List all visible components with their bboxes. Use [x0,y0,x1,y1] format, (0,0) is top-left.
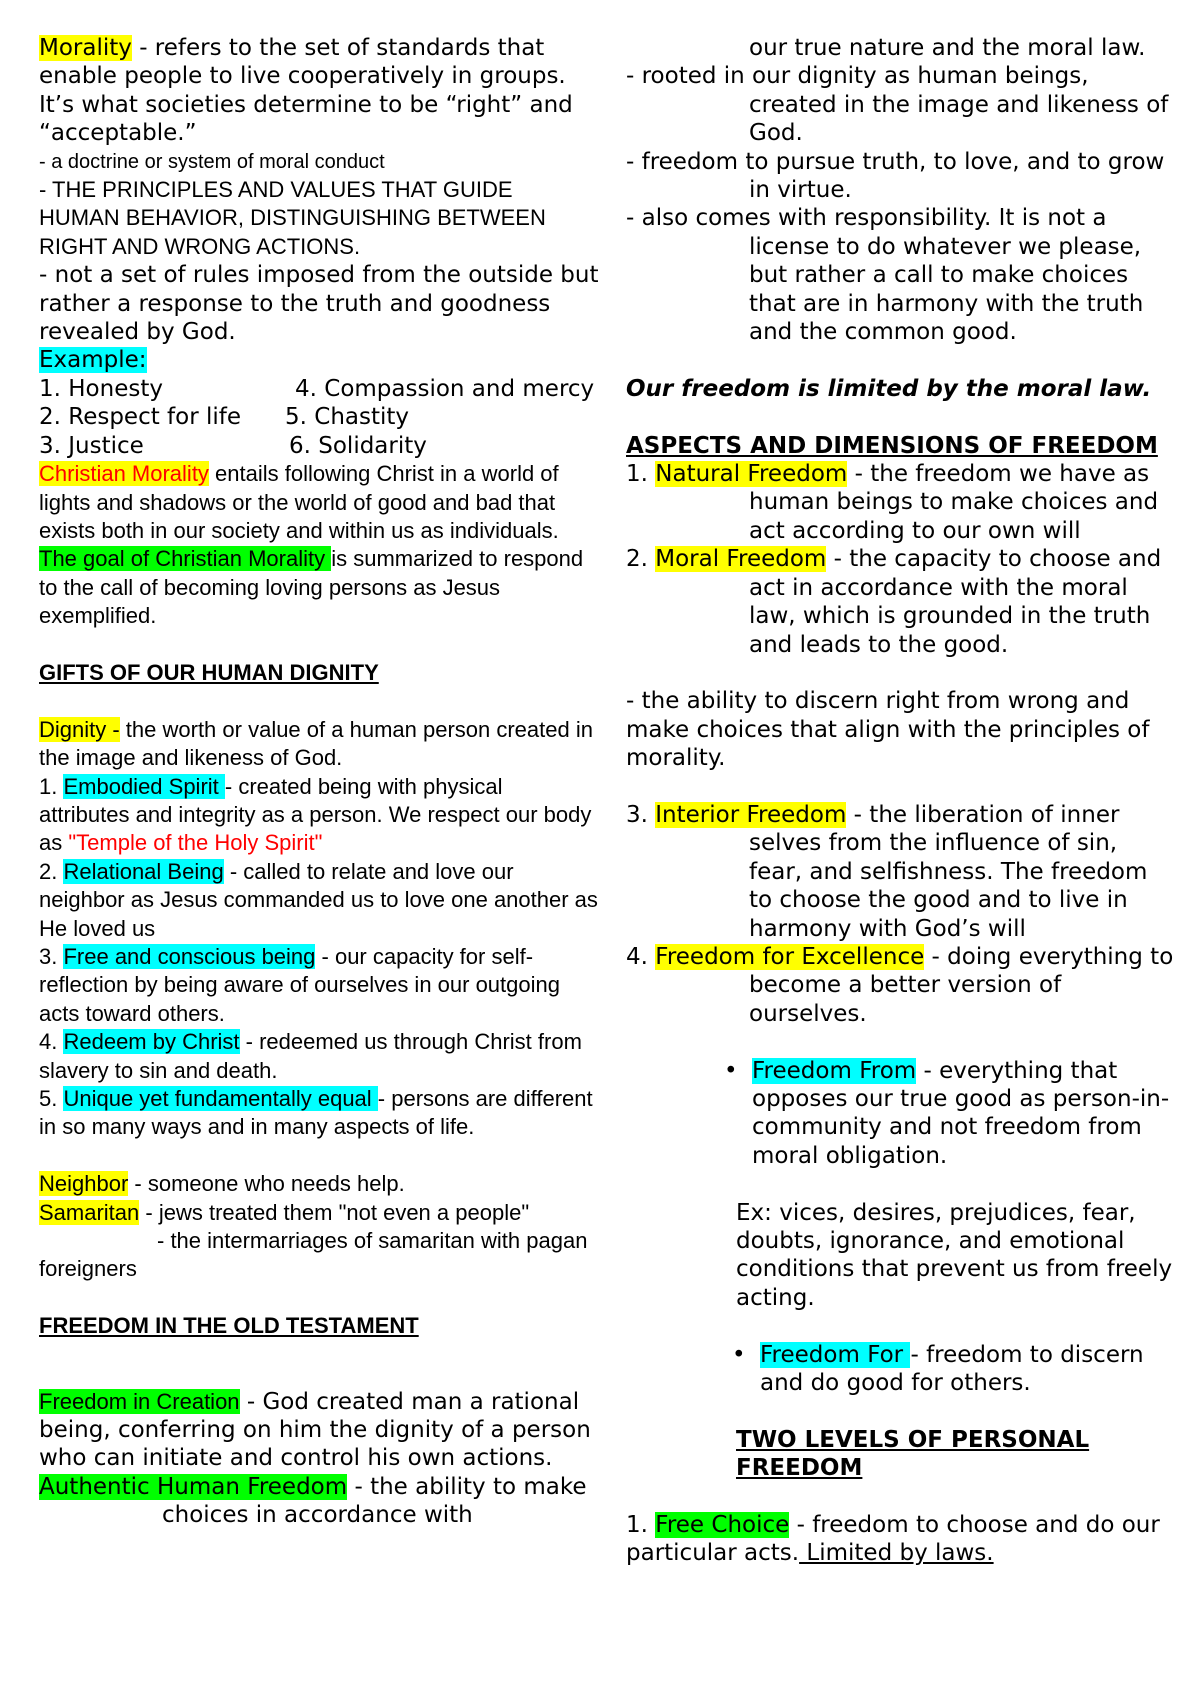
aspect-item-1 [626,460,1176,545]
freedom-from-text [752,1057,1176,1171]
two-levels-heading: TWO LEVELS OF PERSONAL FREEDOM [736,1426,1090,1482]
morality-term: Morality [39,35,132,61]
gift-number: 5. [39,1086,64,1111]
example-vices-line: Ex: vices, desires, prejudices, fear, doubts, ignorance, and emotional conditions that prevent us from freely acting. [736,1199,1173,1311]
bullet-icon: • [732,1341,746,1368]
example-item: 2. Respect for life [39,404,242,431]
creation-term: Freedom in Creation [39,1388,240,1414]
authentic-term: Authentic Human Freedom [39,1473,348,1500]
gift-number: 1. [39,773,64,799]
discern-line: - the ability to discern right from wrong and make choices that align with the principles of morality. [626,688,1150,772]
gift-number: 2. [39,858,64,884]
gift-term: Free and conscious being [63,943,316,969]
free-choice-limit: Limited by laws. [799,1540,994,1567]
creation-paragraph [39,1388,599,1473]
bullet-icon: • [724,1057,738,1084]
aspect-term: Interior Freedom [655,801,847,828]
aspect-definition: - the liberation of inner selves from the influence of sin, fear, and selfishness. The freedom to choose the good and to live in harmony with God’s will [749,801,1148,942]
gift-definition: - persons are different in so many ways and in many aspects of life. [39,1086,593,1140]
example-label: Example: [39,347,147,374]
gift-item-4 [39,1028,599,1085]
gift-number: 4. [39,1029,64,1055]
example-label-line [39,346,599,374]
gift-term: Redeem by Christ [63,1029,240,1055]
samaritan-term: Samaritan [39,1199,140,1225]
gifts-heading: GIFTS OF OUR HUMAN DIGNITY [39,659,379,685]
aspect-definition: - the capacity to choose and act in accordance with the moral law, which is grounded in the truth and leads to the good. [749,546,1162,658]
freedom-from-term: Freedom From [752,1057,917,1084]
gift-term: Embodied Spirit [63,773,225,799]
free-choice-number: 1. [626,1511,656,1538]
gift-quote: "Temple of the Holy Spirit" [68,830,323,856]
example-row-3 [39,432,599,460]
old-testament-heading: FREEDOM IN THE OLD TESTAMENT [39,1313,419,1339]
goal-term: The goal of Christian Morality [39,546,332,572]
aspect-number: 4. [626,943,656,970]
freedom-from-definition: - everything that opposes our true good as person-in-community and not freedom from moral obligation. [752,1057,1170,1169]
goal-definition: is summarized to respond to the call of becoming loving persons as Jesus exemplified. [39,546,584,629]
gift-item-3 [39,943,599,1028]
right-column [626,34,1176,1568]
example-item: 6. Solidarity [289,432,427,459]
christian-morality-paragraph [39,460,599,545]
morality-definition: - refers to the set of standards that enable people to live cooperatively in groups. It’s what societies determine to be “right” and “acceptable.” [39,35,573,147]
gift-definition: - created being with physical attributes and integrity as a person. We respect our body as [39,773,592,856]
dignity-definition: the worth or value of a human person created in the image and likeness of God. [39,716,593,771]
example-row-2 [39,403,599,431]
authentic-definition: - the ability to make choices in accordance with [162,1473,587,1529]
left-column [39,34,599,1530]
samaritan-line [39,1199,599,1227]
aspect-term: Freedom for Excellence [655,943,925,970]
dignity-paragraph [39,716,599,773]
aspect-number: 1. [626,461,656,488]
freedom-for-text [760,1341,1176,1398]
neighbor-term: Neighbor [39,1171,129,1197]
freedom-for-bullet [732,1341,1176,1398]
aspect-term: Natural Freedom [655,461,848,488]
aspect-item-2 [626,545,1176,659]
example-item: 4. Compassion and mercy [295,375,595,402]
christian-morality-definition: entails following Christ in a world of lights and shadows or the world of good and bad that exists both in our society and within us as individuals. [39,461,559,543]
gift-item-1 [39,773,599,858]
principles-line: - THE PRINCIPLES AND VALUES THAT GUIDE HUMAN BEHAVIOR, DISTINGUISHING BETWEEN RIGHT AND WRONG ACTIONS. [39,177,546,259]
morality-paragraph [39,34,599,148]
samaritan-definition-2: - the intermarriages of samaritan with pagan foreigners [39,1228,588,1282]
freedom-from-bullet [724,1057,1176,1171]
aspect-number: 2. [626,546,656,573]
aspect-item-3 [626,801,1176,943]
christian-morality-term: Christian Morality [39,461,209,487]
samaritan-definition: - jews treated them "not even a people" [139,1199,530,1225]
aspect-definition: - the freedom we have as human beings to make choices and act according to our own will [749,461,1159,544]
doctrine-line: - a doctrine or system of moral conduct [39,150,385,173]
gift-number: 3. [39,943,64,969]
aspect-item-4 [626,943,1176,1028]
aspect-number: 3. [626,801,656,828]
example-item: 5. Chastity [285,404,410,431]
responsibility-line: - also comes with responsibility. It is not a license to do whatever we please, but rather a call to make choices that are in harmony with the truth and the common good. [626,205,1144,346]
free-choice-line [626,1511,1176,1568]
goal-paragraph [39,545,599,630]
pursue-line: - freedom to pursue truth, to love, and to grow in virtue. [626,148,1165,204]
example-item: 3. Justice [39,432,144,459]
gift-definition: - redeemed us through Christ from slavery to sin and death. [39,1029,582,1083]
continuation-line: our true nature and the moral law. [749,35,1146,61]
gift-definition: - called to relate and love our neighbor as Jesus commanded us to love one another as He loved us [39,858,598,941]
samaritan-line-2 [39,1227,599,1284]
dignity-rooted-line: - rooted in our dignity as human beings, created in the image and likeness of God. [626,63,1169,147]
aspect-term: Moral Freedom [655,546,827,573]
limited-by-law-line: Our freedom is limited by the moral law. [626,375,1152,402]
neighbor-line [39,1170,599,1198]
free-choice-term: Free Choice [655,1511,790,1538]
gift-term: Relational Being [63,858,224,884]
not-rules-line: - not a set of rules imposed from the outside but rather a response to the truth and goodness revealed by God. [39,262,599,346]
aspect-definition: - doing everything to become a better version of ourselves. [749,943,1174,1027]
gift-term: Unique yet fundamentally equal [63,1086,378,1111]
gift-item-2 [39,858,599,943]
dignity-term: Dignity - [39,716,120,742]
freedom-for-term: Freedom For [760,1341,911,1368]
example-item: 1. Honesty [39,375,163,402]
authentic-paragraph [39,1473,599,1530]
freedom-for-definition: - freedom to discern and do good for others. [760,1341,1144,1396]
example-row-1 [39,375,599,403]
gift-definition: - our capacity for self-reflection by being aware of ourselves in our outgoing acts toward others. [39,943,560,1026]
free-choice-definition: - freedom to choose and do our particular acts. [626,1511,1160,1567]
creation-definition: - God created man a rational being, conferring on him the dignity of a person who can initiate and control his own actions. [39,1388,591,1472]
neighbor-definition: - someone who needs help. [128,1171,405,1197]
aspects-heading: ASPECTS AND DIMENSIONS OF FREEDOM [626,432,1158,459]
gift-item-5 [39,1085,599,1142]
